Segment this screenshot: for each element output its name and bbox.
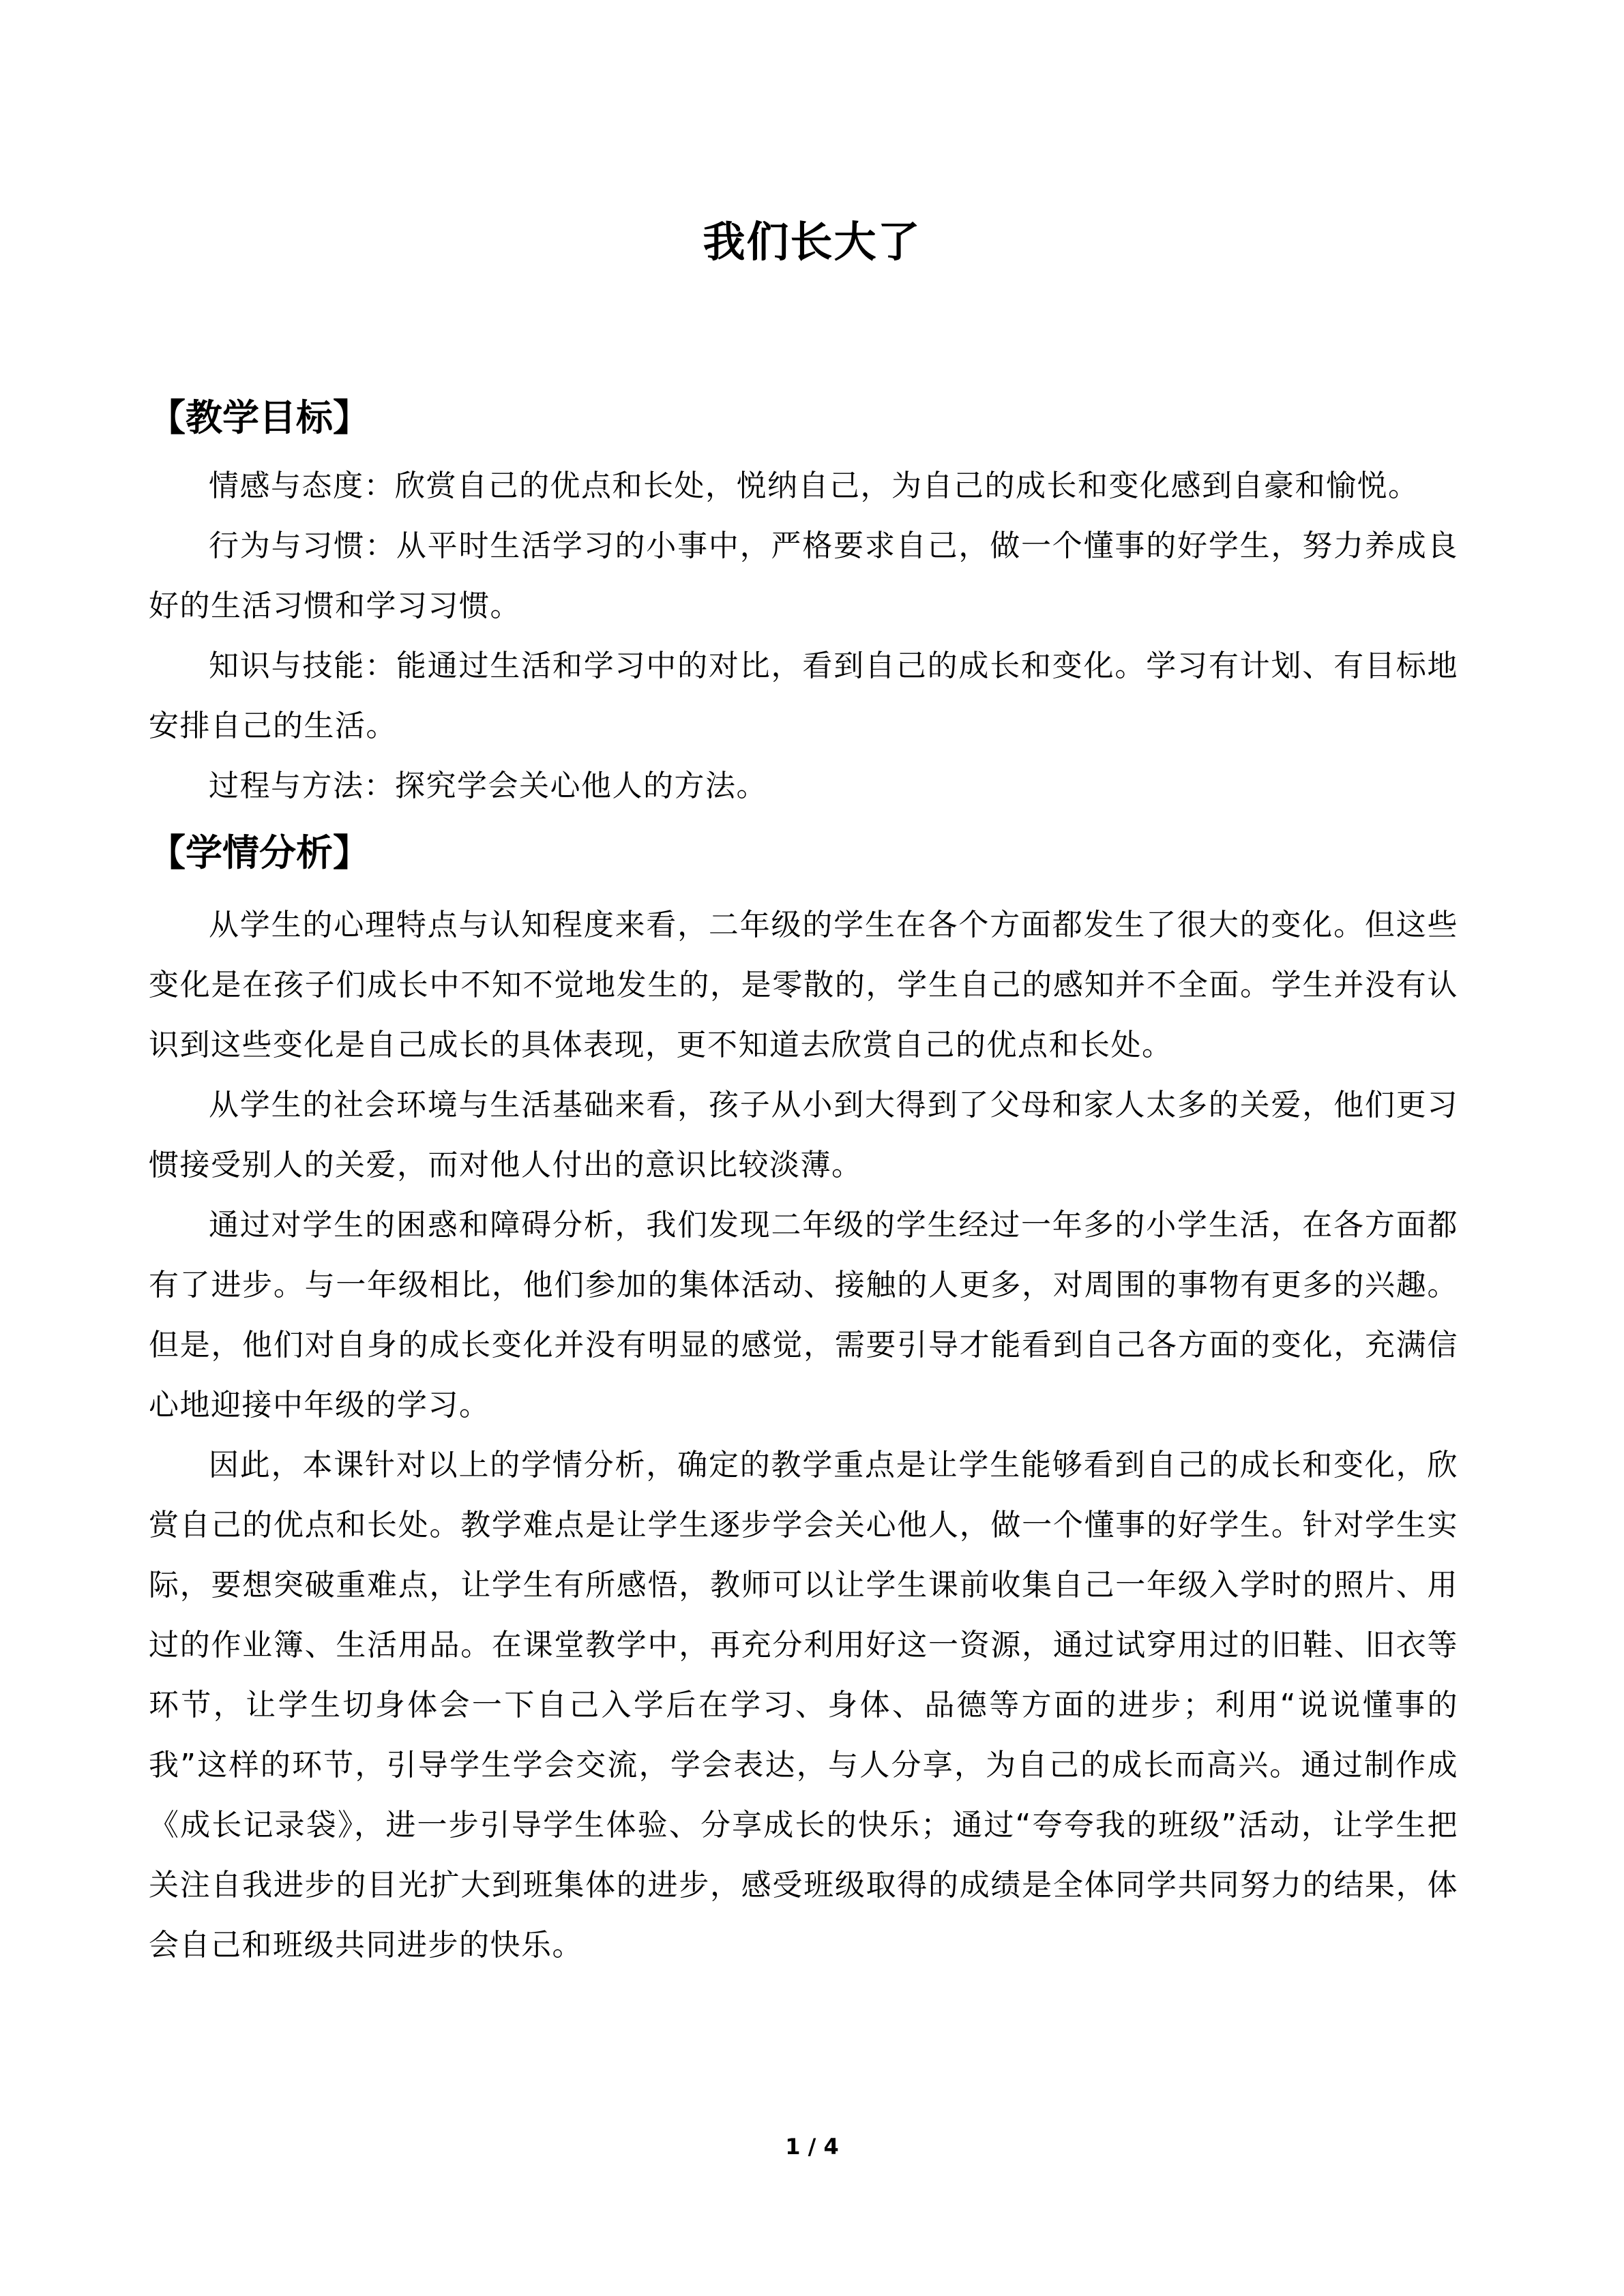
document-title: 我们长大了: [703, 217, 921, 267]
paragraph: 因此，本课针对以上的学情分析，确定的教学重点是让学生能够看到自己的成长和变化，欣赏自己的优点和长处。教学难点是让学生逐步学会关心他人，做一个懂事的好学生。针对学生实际，要想突破重难点，让学生有所感悟，教师可以让学生课前收集自己一年级入学时的照片、用过的作业簿、生活用品。在课堂教学中，再充分利用好这一资源，通过试穿用过的旧鞋、旧衣等环节，让学生切身体会一下自己入学后在学习、身体、品德等方面的进步；利用“说说懂事的我”这样的环节，引导学生学会交流，学会表达，与人分享，为自己的成长而高兴。通过制作成《成长记录袋》，进一步引导学生体验、分享成长的快乐；通过“夸夸我的班级”活动，让学生把关注自我进步的目光扩大到班集体的进步，感受班级取得的成绩是全体同学共同努力的结果，体会自己和班级共同进步的快乐。: [149, 1448, 1458, 1963]
section-heading-learner-analysis: 【学情分析】: [149, 831, 370, 874]
paragraph: 行为与习惯：从平时生活学习的小事中，严格要求自己，做一个懂事的好学生，努力养成良好的生活习惯和学习习惯。: [149, 528, 1458, 623]
page-number: 1 / 4: [785, 2134, 839, 2160]
section-heading-teaching-goals: 【教学目标】: [149, 396, 370, 439]
paragraph: 知识与技能：能通过生活和学习中的对比，看到自己的成长和变化。学习有计划、有目标地安排自己的生活。: [149, 648, 1458, 743]
paragraph: 从学生的心理特点与认知程度来看，二年级的学生在各个方面都发生了很大的变化。但这些变化是在孩子们成长中不知不觉地发生的，是零散的，学生自己的感知并不全面。学生并没有认识到这些变化是自己成长的具体表现，更不知道去欣赏自己的优点和长处。: [149, 908, 1458, 1062]
paragraph: 情感与态度：欣赏自己的优点和长处，悦纳自己，为自己的成长和变化感到自豪和愉悦。: [209, 468, 1419, 503]
paragraph: 通过对学生的困惑和障碍分析，我们发现二年级的学生经过一年多的小学生活，在各方面都有了进步。与一年级相比，他们参加的集体活动、接触的人更多，对周围的事物有更多的兴趣。但是，他们对自身的成长变化并没有明显的感觉，需要引导才能看到自己各方面的变化，充满信心地迎接中年级的学习。: [149, 1208, 1458, 1422]
paragraph: 过程与方法：探究学会关心他人的方法。: [209, 769, 767, 803]
document-body: [149, 385, 1458, 1976]
paragraph: 从学生的社会环境与生活基础来看，孩子从小到大得到了父母和家人太多的关爱，他们更习惯接受别人的关爱，而对他人付出的意识比较淡薄。: [149, 1088, 1458, 1182]
